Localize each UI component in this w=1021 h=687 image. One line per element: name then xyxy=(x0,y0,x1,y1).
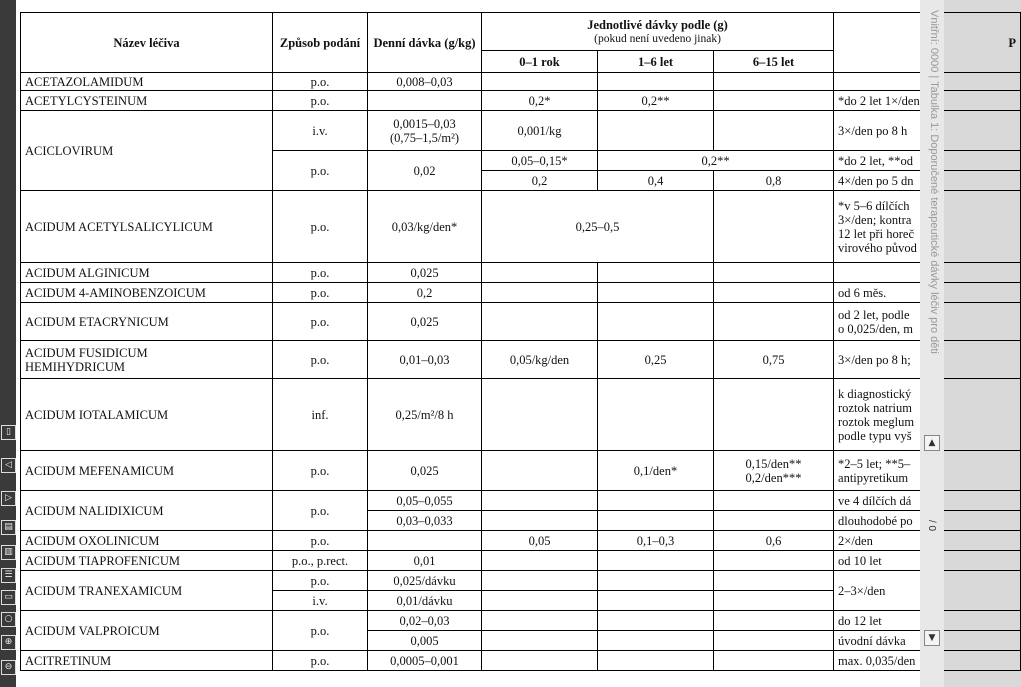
route: p.o. xyxy=(273,191,368,263)
back-arrow-icon[interactable]: ◁ xyxy=(1,458,16,473)
dose-age2: 0,1/den* xyxy=(598,451,714,491)
route: p.o. xyxy=(273,91,368,111)
daily-dose: 0,008–0,03 xyxy=(368,73,482,91)
drug-name: ACIDUM OXOLINICUM xyxy=(21,531,273,551)
header-last: P xyxy=(834,13,1021,73)
daily-dose: 0,025 xyxy=(368,451,482,491)
header-age1: 0–1 rok xyxy=(482,51,598,73)
page-controls xyxy=(922,430,942,660)
drug-name-line: ACIDUM FUSIDICUM xyxy=(25,345,148,360)
search-icon[interactable]: ○ xyxy=(1,612,16,627)
route: p.o. xyxy=(273,283,368,303)
note-line: 3×/den; kontra xyxy=(838,212,912,227)
header-age2: 1–6 let xyxy=(598,51,714,73)
daily-dose: 0,02–0,03 xyxy=(368,611,482,631)
note: 4×/den po 5 dn xyxy=(834,171,1021,191)
drug-name-line: HEMIHYDRICUM xyxy=(25,359,125,374)
daily-dose: 0,2 xyxy=(368,283,482,303)
route: p.o. xyxy=(273,263,368,283)
table-row xyxy=(21,571,1021,591)
dose-age1: 0,05–0,15* xyxy=(482,151,598,171)
daily-dose xyxy=(368,111,482,151)
dose-age1: 0,2 xyxy=(482,171,598,191)
daily-dose: 0,025/dávku xyxy=(368,571,482,591)
drug-name: ACIDUM MEFENAMICUM xyxy=(21,451,273,491)
note: *do 2 let 1×/den xyxy=(834,91,1021,111)
daily-dose: 0,03–0,033 xyxy=(368,511,482,531)
drug-name xyxy=(21,341,273,379)
forward-arrow-icon[interactable]: ▷ xyxy=(1,491,16,506)
dose-age2: 0,25 xyxy=(598,341,714,379)
daily-dose: 0,0005–0,001 xyxy=(368,651,482,671)
daily-dose: 0,025 xyxy=(368,303,482,341)
daily-dose: 0,01/dávku xyxy=(368,591,482,611)
daily-dose: 0,25/m²/8 h xyxy=(368,379,482,451)
dose-age3: 0,75 xyxy=(714,341,834,379)
table-row xyxy=(21,341,1021,379)
header-daily: Denní dávka (g/kg) xyxy=(368,13,482,73)
daily-dose: 0,025 xyxy=(368,263,482,283)
note-line: *v 5–6 dílčích xyxy=(838,198,910,213)
note: od 10 let xyxy=(834,551,1021,571)
note: od 6 měs. xyxy=(834,283,1021,303)
note: 3×/den po 8 h; xyxy=(834,341,1021,379)
dose-age3: 0,6 xyxy=(714,531,834,551)
dose-age2: 0,1–0,3 xyxy=(598,531,714,551)
daily-dose-line: 0,0015–0,03 xyxy=(393,116,456,131)
note: dlouhodobé po xyxy=(834,511,1021,531)
daily-dose: 0,05–0,055 xyxy=(368,491,482,511)
dose-age2: 0,4 xyxy=(598,171,714,191)
drug-name: ACICLOVIRUM xyxy=(21,111,273,191)
table-row xyxy=(21,73,1021,91)
note: úvodní dávka xyxy=(834,631,1021,651)
header-single-note: (pokud není uvedeno jinak) xyxy=(594,32,721,45)
note: *do 2 let, **od xyxy=(834,151,1021,171)
note-line: *2–5 let; **5– xyxy=(838,456,911,471)
drug-name: ACETAZOLAMIDUM xyxy=(21,73,273,91)
daily-dose-line: (0,75–1,5/m²) xyxy=(389,130,460,145)
thumbnail-icon[interactable]: ▤ xyxy=(1,520,16,535)
note-line: virového původ xyxy=(838,240,917,255)
table-row xyxy=(21,379,1021,451)
note-line: 12 let při horeč xyxy=(838,226,915,241)
drug-name: ACIDUM 4-AMINOBENZOICUM xyxy=(21,283,273,303)
dose-age1: 0,2* xyxy=(482,91,598,111)
note-line: o 0,025/den, m xyxy=(838,321,914,336)
dose-age3 xyxy=(714,451,834,491)
note: 2×/den xyxy=(834,531,1021,551)
table-row xyxy=(21,263,1021,283)
table-row xyxy=(21,303,1021,341)
header-single-title: Jednotlivé dávky podle (g) xyxy=(587,17,728,32)
route: p.o. xyxy=(273,451,368,491)
route: p.o. xyxy=(273,151,368,191)
dose-age2: 0,2** xyxy=(598,91,714,111)
note-line: roztok meglum xyxy=(838,414,915,429)
note: max. 0,035/den xyxy=(834,651,1021,671)
table-row xyxy=(21,551,1021,571)
drug-name: ACIDUM IOTALAMICUM xyxy=(21,379,273,451)
note-line: od 2 let, podle xyxy=(838,307,910,322)
header-route: Způsob podání xyxy=(273,13,368,73)
route: inf. xyxy=(273,379,368,451)
note: 2–3×/den xyxy=(834,571,1021,611)
page-icon[interactable]: ▥ xyxy=(1,545,16,560)
daily-dose: 0,005 xyxy=(368,631,482,651)
note: 3×/den po 8 h xyxy=(834,111,1021,151)
daily-dose: 0,01–0,03 xyxy=(368,341,482,379)
route: p.o. xyxy=(273,611,368,651)
list-icon[interactable]: ☰ xyxy=(1,568,16,583)
route: i.v. xyxy=(273,591,368,611)
table-row xyxy=(21,91,1021,111)
route: p.o. xyxy=(273,341,368,379)
dose-age12: 0,25–0,5 xyxy=(482,191,714,263)
left-toolbar xyxy=(0,0,16,687)
note: ve 4 dílčích dá xyxy=(834,491,1021,511)
drug-name: ACIDUM NALIDIXICUM xyxy=(21,491,273,531)
daily-dose: 0,02 xyxy=(368,151,482,191)
page-down-icon[interactable]: ▼ xyxy=(924,630,940,646)
drug-name: ACIDUM TRANEXAMICUM xyxy=(21,571,273,611)
route: i.v. xyxy=(273,111,368,151)
daily-dose: 0,03/kg/den* xyxy=(368,191,482,263)
sidebar-caption: Vnitřní: 0000 | Tabulka 1: Doporučené terapeutické dávky léčiv pro děti xyxy=(928,10,940,354)
table-row xyxy=(21,491,1021,511)
dosage-table xyxy=(20,12,1021,671)
daily-dose: 0,01 xyxy=(368,551,482,571)
route: p.o. xyxy=(273,571,368,591)
page-indicator: / 0 xyxy=(926,520,937,532)
table-row xyxy=(21,611,1021,631)
route: p.o. xyxy=(273,73,368,91)
header-age3: 6–15 let xyxy=(714,51,834,73)
route: p.o. xyxy=(273,651,368,671)
table-row xyxy=(21,651,1021,671)
route: p.o., p.rect. xyxy=(273,551,368,571)
note-line: antipyretikum xyxy=(838,470,909,485)
route: p.o. xyxy=(273,303,368,341)
drug-name: ACIDUM ALGINICUM xyxy=(21,263,273,283)
dose-line: 0,2/den*** xyxy=(745,470,802,485)
zoom-out-icon[interactable]: ⊖ xyxy=(1,660,16,675)
dose-age3: 0,8 xyxy=(714,171,834,191)
route: p.o. xyxy=(273,531,368,551)
dose-age1: 0,001/kg xyxy=(482,111,598,151)
table-row xyxy=(21,191,1021,263)
note-line: roztok natrium xyxy=(838,400,912,415)
drug-name: ACIDUM ACETYLSALICYLICUM xyxy=(21,191,273,263)
dose-age1: 0,05/kg/den xyxy=(482,341,598,379)
table-row xyxy=(21,111,1021,151)
drug-name: ACIDUM TIAPROFENICUM xyxy=(21,551,273,571)
header-single xyxy=(482,13,834,51)
drug-name: ACITRETINUM xyxy=(21,651,273,671)
note-line: podle typu vyš xyxy=(838,428,912,443)
dose-age1: 0,05 xyxy=(482,531,598,551)
table-row xyxy=(21,451,1021,491)
note: do 12 let xyxy=(834,611,1021,631)
drug-name: ACIDUM ETACRYNICUM xyxy=(21,303,273,341)
table-row xyxy=(21,531,1021,551)
drug-name: ACETYLCYSTEINUM xyxy=(21,91,273,111)
dose-age23: 0,2** xyxy=(598,151,834,171)
drug-name: ACIDUM VALPROICUM xyxy=(21,611,273,651)
header-name: Název léčiva xyxy=(21,13,273,73)
attach-icon[interactable]: ▭ xyxy=(1,590,16,605)
table-row xyxy=(21,283,1021,303)
route: p.o. xyxy=(273,491,368,531)
dose-line: 0,15/den** xyxy=(745,456,802,471)
zoom-in-icon[interactable]: ⊕ xyxy=(1,635,16,650)
page-up-icon[interactable]: ▲ xyxy=(924,435,940,451)
bookmark-icon[interactable]: ▯ xyxy=(1,425,16,440)
note-line: k diagnostický xyxy=(838,386,912,401)
